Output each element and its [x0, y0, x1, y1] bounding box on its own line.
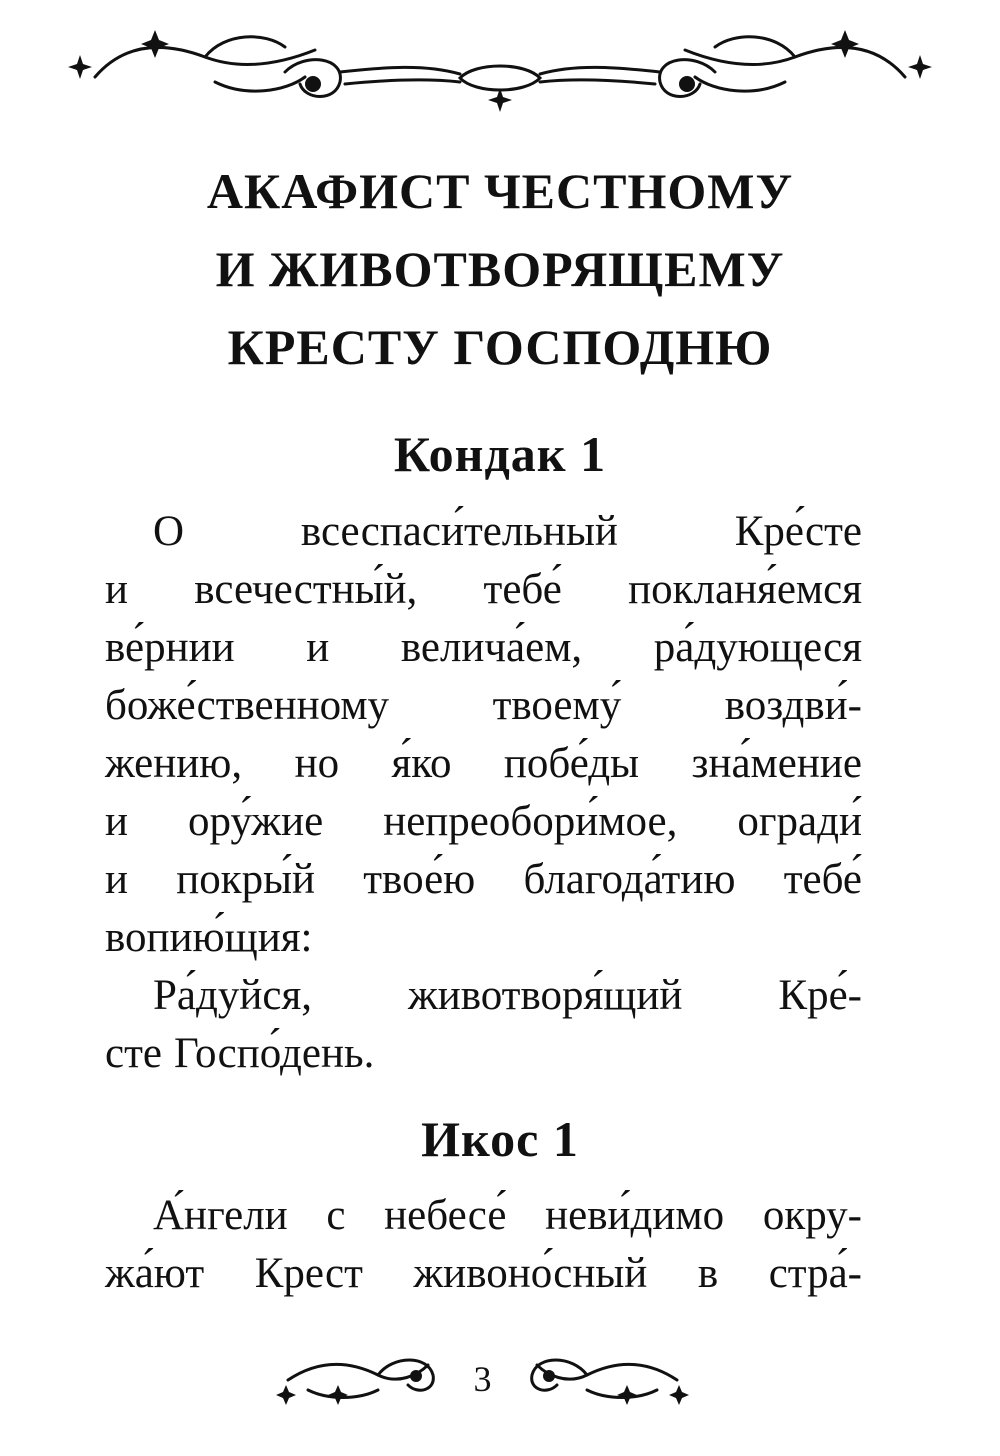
- kondak-heading: Кондак 1: [393, 426, 607, 482]
- word: стра́-: [768, 1250, 862, 1297]
- word: Кре́-: [778, 972, 862, 1019]
- word: Ра́дуйся,: [153, 972, 313, 1019]
- text-line: [105, 851, 862, 909]
- word: покланя́емся: [628, 566, 862, 613]
- title-line: АКАФИСТ ЧЕСТНОМУ: [206, 163, 794, 219]
- word: животворя́щий: [408, 972, 683, 1019]
- word: твое́ю: [363, 856, 476, 903]
- word: вопию́щия:: [105, 914, 313, 961]
- ikos-text: [105, 1187, 862, 1303]
- word: всечестны́й,: [194, 566, 418, 613]
- word: тебе́: [783, 856, 862, 903]
- text-line: [105, 619, 862, 677]
- floral-footer-ornament-right: [522, 1350, 697, 1410]
- page-title: [80, 152, 920, 386]
- text-line: [105, 677, 862, 735]
- word: ве́рнии: [105, 624, 235, 671]
- word: непреобори́мое,: [383, 798, 678, 845]
- word: жа́ют: [105, 1250, 205, 1297]
- word: благода́тию: [523, 856, 736, 903]
- page-number: 3: [473, 1359, 492, 1399]
- word: с: [326, 1192, 346, 1239]
- word: сте: [105, 1030, 162, 1077]
- word: и: [306, 624, 330, 671]
- word: окру-: [762, 1192, 862, 1239]
- word: но: [294, 740, 340, 787]
- word: Кре́сте: [734, 508, 862, 555]
- word: жению,: [105, 740, 243, 787]
- title-line: И ЖИВОТВОРЯЩЕМУ: [215, 241, 785, 297]
- title-line: КРЕСТУ ГОСПОДНЮ: [227, 319, 773, 375]
- word: тебе́: [483, 566, 562, 613]
- word: и: [105, 856, 129, 903]
- word: и: [105, 566, 129, 613]
- word: Госпо́день.: [173, 1030, 375, 1077]
- word: побе́ды: [503, 740, 640, 787]
- word: неви́димо: [545, 1192, 725, 1239]
- word: А́нгели: [153, 1192, 288, 1239]
- word: живоно́сный: [413, 1250, 648, 1297]
- text-line: [105, 735, 862, 793]
- text-line: [105, 1187, 862, 1245]
- word: боже́ственному: [105, 682, 390, 729]
- kondak-text: [105, 503, 862, 1083]
- word: я́ко: [391, 740, 452, 787]
- text-line: [105, 1025, 862, 1083]
- text-line: [105, 967, 862, 1025]
- word: ра́дующеся: [653, 624, 862, 671]
- word: покры́й: [176, 856, 316, 903]
- word: велича́ем,: [400, 624, 583, 671]
- word: в: [697, 1250, 719, 1297]
- word: всеспаси́тельный: [300, 508, 618, 555]
- text-line: [105, 793, 862, 851]
- word: Крест: [254, 1250, 363, 1297]
- text-line: [105, 1245, 862, 1303]
- text-line: [105, 503, 862, 561]
- word: огради́: [737, 798, 862, 845]
- word: О: [153, 508, 185, 555]
- floral-footer-ornament-left: [268, 1350, 443, 1410]
- word: воздви́-: [724, 682, 862, 729]
- word: и: [105, 798, 129, 845]
- ikos-heading: Икос 1: [421, 1111, 579, 1167]
- word: зна́мение: [691, 740, 862, 787]
- word: ору́жие: [188, 798, 324, 845]
- text-line: [105, 909, 862, 967]
- text-line: [105, 561, 862, 619]
- word: небесе́: [384, 1192, 507, 1239]
- floral-header-ornament: [55, 22, 945, 112]
- word: твоему́: [492, 682, 622, 729]
